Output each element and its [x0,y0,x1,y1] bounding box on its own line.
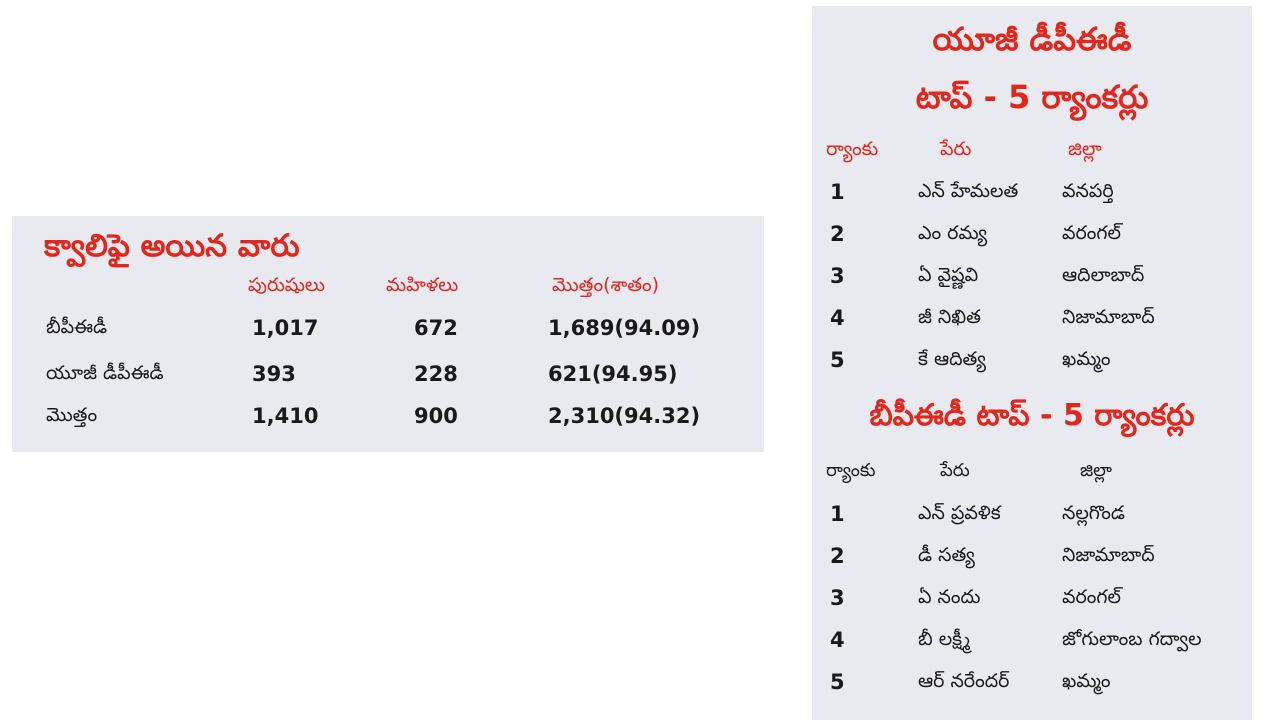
row-women: 228 [414,362,458,386]
bped-rank: 3 [830,586,845,610]
bped-name: బీ లక్ష్మీ [918,628,971,650]
row-total: 621(94.95) [548,362,678,386]
header-total: మొత్తం(శాతం) [552,274,660,296]
ug-district: నిజామాబాద్ [1062,306,1155,328]
bped-rank: 4 [830,628,845,652]
bped-header-rank: ర్యాంకు [826,460,876,481]
bped-name: డీ సత్య [918,544,975,566]
bped-district: ఖమ్మం [1062,670,1111,692]
bped-district: నల్లగొండ [1062,502,1125,524]
bped-header-district: జిల్లా [1080,460,1113,481]
row-label: యూజీ డీపీఈడీ [46,362,164,384]
bped-district: నిజామాబాద్ [1062,544,1155,566]
bped-rank: 2 [830,544,845,568]
ug-name: జీ నిఖిత [918,306,981,328]
row-total: 1,689(94.09) [548,316,701,340]
row-women: 900 [414,404,458,428]
ug-district: వరంగల్ [1062,222,1121,244]
ug-name: కే ఆదిత్య [918,348,986,370]
bped-rank: 1 [830,502,845,526]
rankers-panel [812,6,1252,720]
bped-title: బీపీఈడీ టాప్ - 5 ర్యాంకర్లు [869,398,1195,433]
ug-name: ఎన్ హేమలత [918,180,1019,202]
row-total: 2,310(94.32) [548,404,701,428]
bped-district: వరంగల్ [1062,586,1121,608]
ug-name: ఎం రమ్య [918,222,988,244]
header-women: మహిళలు [386,274,459,296]
row-women: 672 [414,316,458,340]
header-men: పురుషులు [248,274,325,296]
row-men: 1,017 [252,316,319,340]
ug-header-district: జిల్లా [1068,138,1102,160]
bped-district: జోగులాంబ గద్వాల [1062,628,1202,650]
row-label: బీపీఈడీ [46,316,108,338]
ug-header-name: పేరు [940,138,972,160]
ug-header-rank: ర్యాంకు [826,138,879,160]
ug-district: ఖమ్మం [1062,348,1111,370]
bped-header-name: పేరు [940,460,970,481]
ug-dped-title: యూజీ డీపీఈడీ [932,20,1132,58]
ug-rank: 1 [830,180,845,204]
row-men: 1,410 [252,404,319,428]
ug-district: వనపర్తి [1062,180,1114,202]
bped-name: ఆర్ నరేందర్ [918,670,1010,692]
bped-rank: 5 [830,670,845,694]
qualified-title: క్వాలిఫై అయిన వారు [44,228,300,264]
ug-rank: 5 [830,348,845,372]
ug-name: ఏ వైష్ణవి [918,264,979,286]
bped-name: ఎన్ ప్రవళిక [918,502,1001,524]
ug-dped-subtitle: టాప్ - 5 ర్యాంకర్లు [915,78,1149,116]
row-label: మొత్తం [46,404,98,426]
ug-rank: 3 [830,264,845,288]
bped-name: ఏ నందు [918,586,981,608]
row-men: 393 [252,362,296,386]
qualified-panel [12,216,764,452]
ug-rank: 4 [830,306,845,330]
ug-district: ఆదిలాబాద్ [1062,264,1145,286]
ug-rank: 2 [830,222,845,246]
